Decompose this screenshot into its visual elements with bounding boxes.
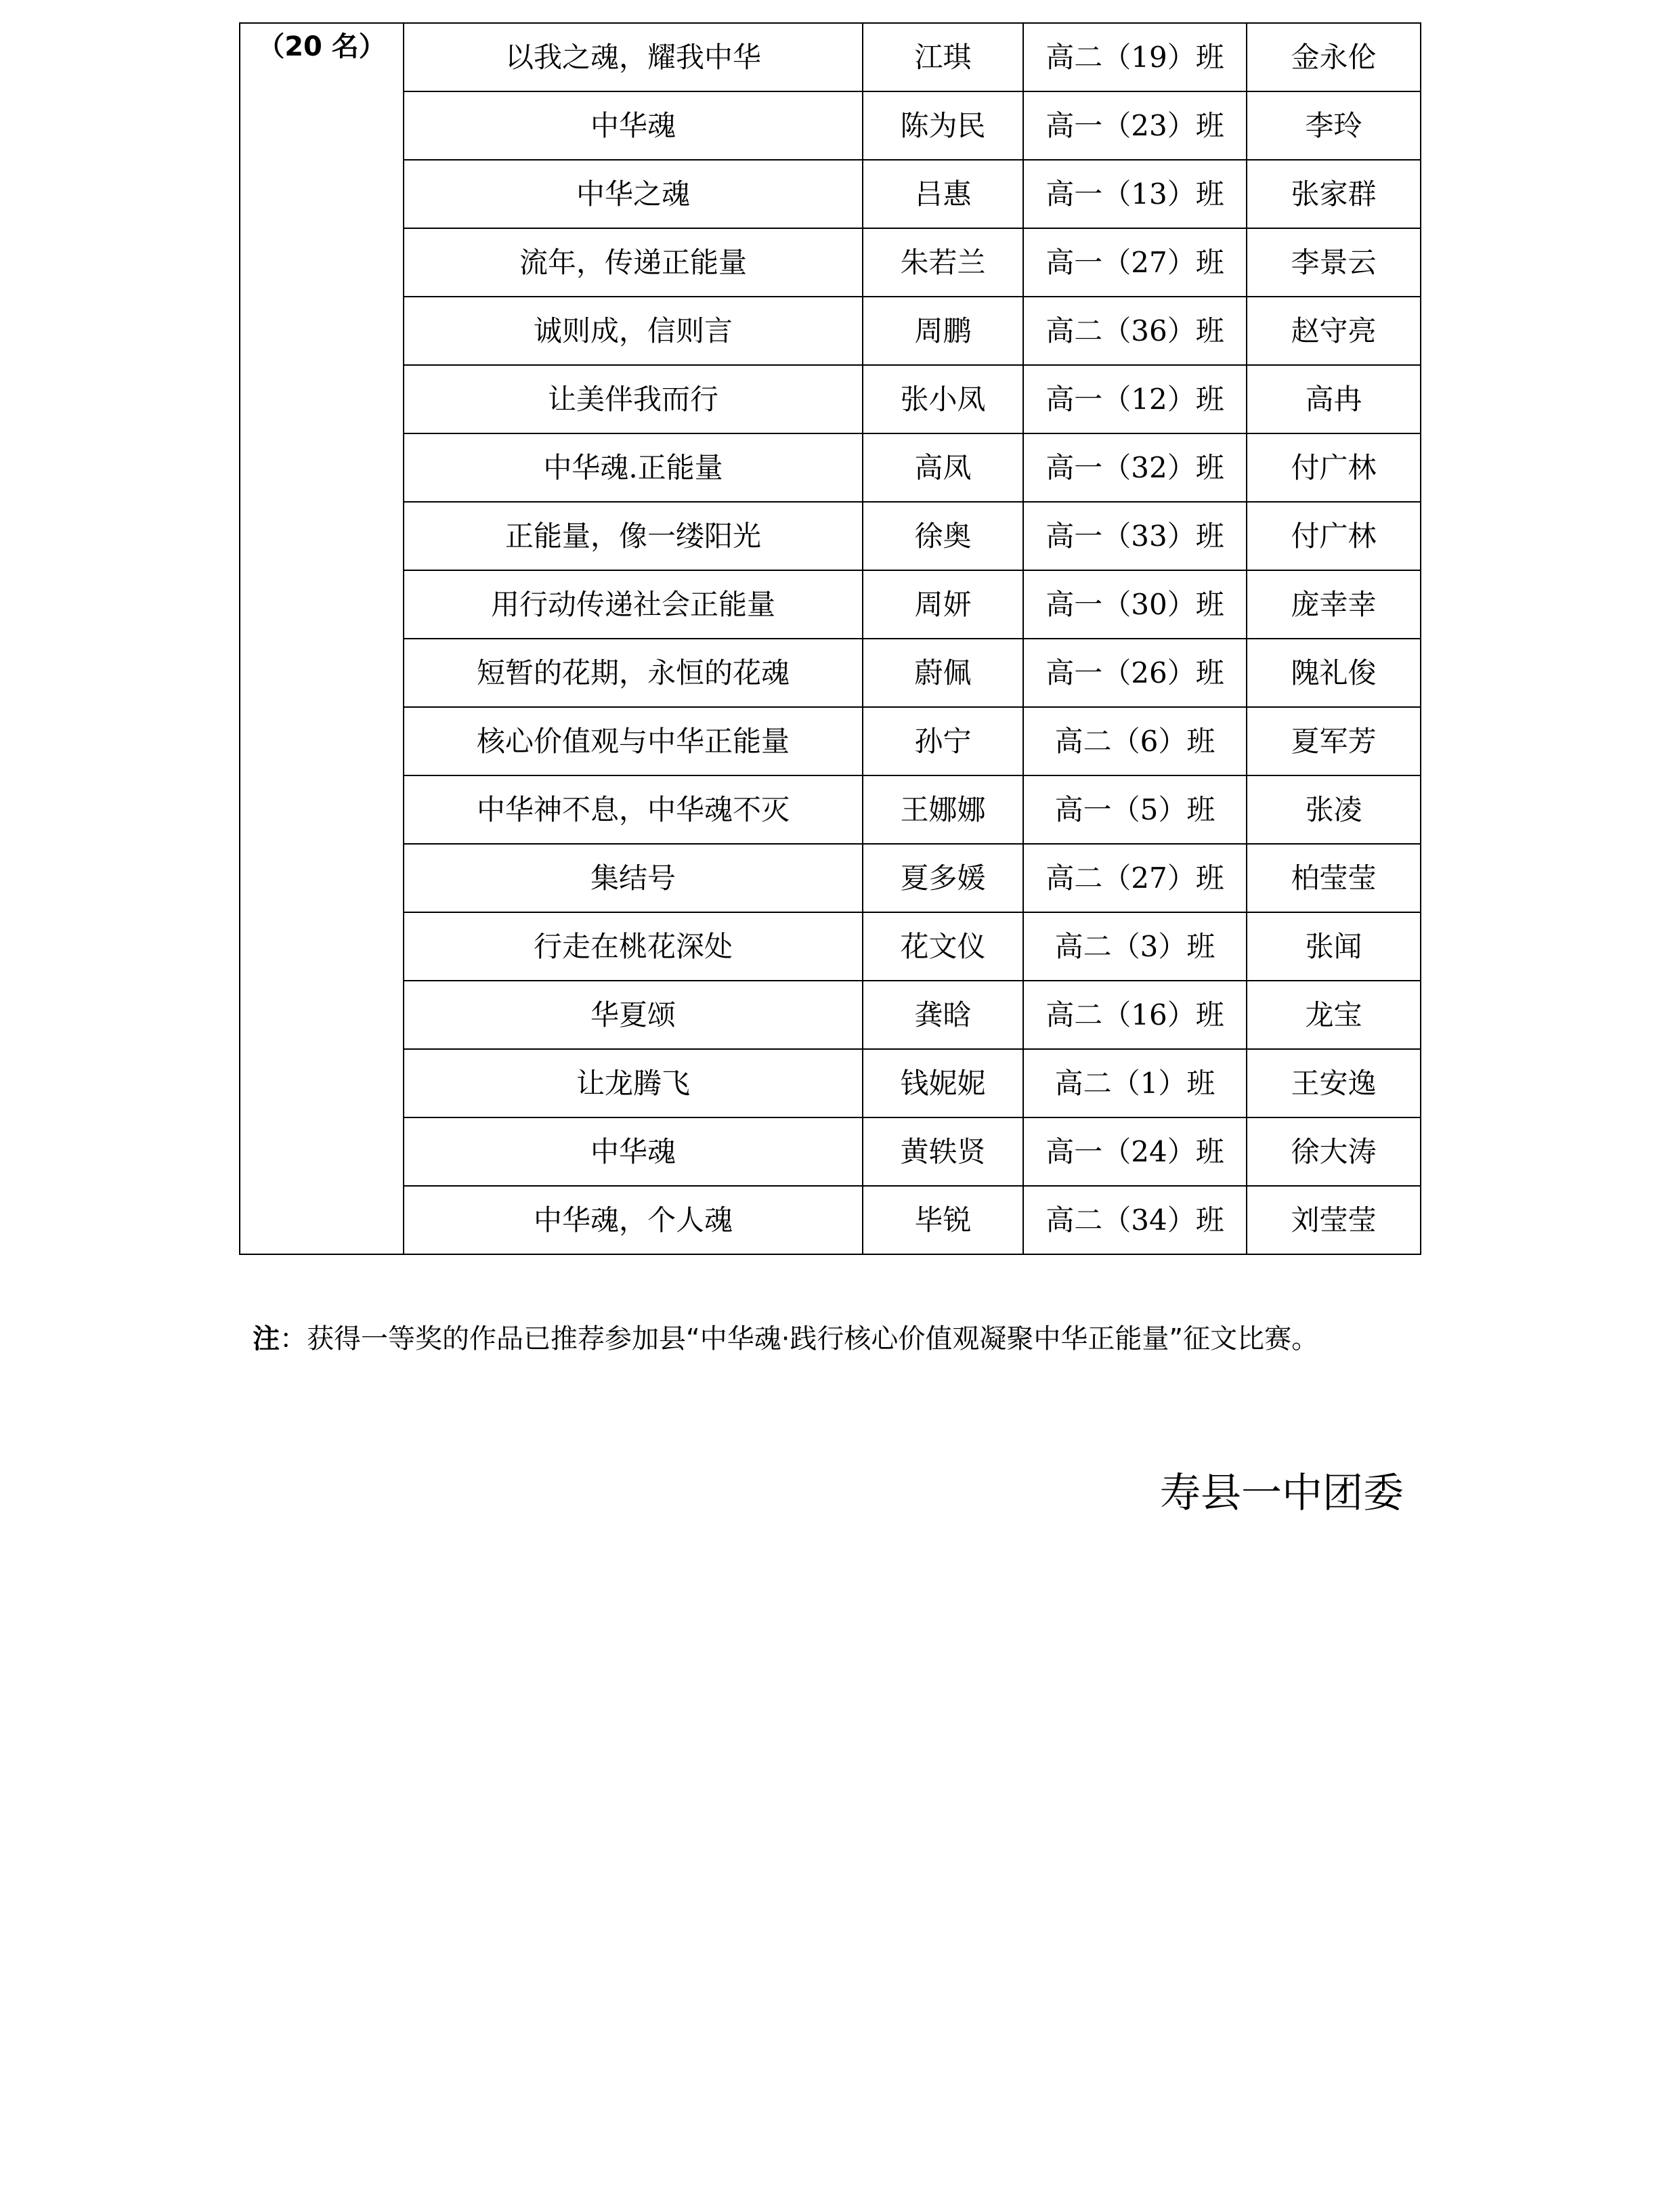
author-cell: 周妍 <box>863 570 1023 639</box>
class-cell: 高二（3）班 <box>1023 912 1247 981</box>
footnote-label: 注 <box>253 1323 280 1355</box>
table-row <box>240 502 1421 570</box>
title-cell: 短暂的花期，永恒的花魂 <box>404 639 863 707</box>
teacher-cell: 张家群 <box>1247 160 1421 228</box>
teacher-cell: 庞幸幸 <box>1247 570 1421 639</box>
title-cell: 中华神不息，中华魂不灭 <box>404 775 863 844</box>
author-cell: 朱若兰 <box>863 228 1023 297</box>
class-cell: 高一（24）班 <box>1023 1117 1247 1186</box>
class-cell: 高一（5）班 <box>1023 775 1247 844</box>
table-row <box>240 707 1421 775</box>
author-cell: 江琪 <box>863 23 1023 91</box>
table-row <box>240 912 1421 981</box>
footnote-text: 获得一等奖的作品已推荐参加县“中华魂·践行核心价值观凝聚中华正能量”征文比赛。 <box>307 1323 1319 1355</box>
class-cell: 高一（13）班 <box>1023 160 1247 228</box>
table-row <box>240 365 1421 433</box>
teacher-cell: 张闻 <box>1247 912 1421 981</box>
table-row <box>240 1186 1421 1254</box>
teacher-cell: 李玲 <box>1247 91 1421 160</box>
table-row <box>240 297 1421 365</box>
table-row <box>240 23 1421 91</box>
class-cell: 高一（26）班 <box>1023 639 1247 707</box>
class-cell: 高二（16）班 <box>1023 981 1247 1049</box>
author-cell: 张小凤 <box>863 365 1023 433</box>
title-cell: 中华魂 <box>404 1117 863 1186</box>
title-cell: 诚则成，信则言 <box>404 297 863 365</box>
teacher-cell: 李景云 <box>1247 228 1421 297</box>
author-cell: 王娜娜 <box>863 775 1023 844</box>
class-cell: 高二（6）班 <box>1023 707 1247 775</box>
teacher-cell: 高冉 <box>1247 365 1421 433</box>
class-cell: 高二（27）班 <box>1023 844 1247 912</box>
teacher-cell: 柏莹莹 <box>1247 844 1421 912</box>
author-cell: 龚晗 <box>863 981 1023 1049</box>
author-cell: 吕惠 <box>863 160 1023 228</box>
table-row <box>240 433 1421 502</box>
author-cell: 周鹏 <box>863 297 1023 365</box>
author-cell: 黄轶贤 <box>863 1117 1023 1186</box>
teacher-cell: 王安逸 <box>1247 1049 1421 1117</box>
author-cell: 陈为民 <box>863 91 1023 160</box>
teacher-cell: 付广林 <box>1247 502 1421 570</box>
title-cell: 让龙腾飞 <box>404 1049 863 1117</box>
table-row <box>240 844 1421 912</box>
teacher-cell: 张凌 <box>1247 775 1421 844</box>
table-row <box>240 570 1421 639</box>
title-cell: 中华魂.正能量 <box>404 433 863 502</box>
title-cell: 行走在桃花深处 <box>404 912 863 981</box>
table-row <box>240 1117 1421 1186</box>
footnote-colon: ： <box>280 1323 307 1355</box>
class-cell: 高二（19）班 <box>1023 23 1247 91</box>
title-cell: 核心价值观与中华正能量 <box>404 707 863 775</box>
author-cell: 钱妮妮 <box>863 1049 1023 1117</box>
footnote <box>253 1317 1318 1356</box>
author-cell: 高凤 <box>863 433 1023 502</box>
award-table-body <box>240 23 1421 1254</box>
table-row <box>240 91 1421 160</box>
award-table <box>239 22 1421 1255</box>
author-cell: 蔚佩 <box>863 639 1023 707</box>
table-row <box>240 639 1421 707</box>
class-cell: 高二（36）班 <box>1023 297 1247 365</box>
teacher-cell: 赵守亮 <box>1247 297 1421 365</box>
class-cell: 高一（30）班 <box>1023 570 1247 639</box>
teacher-cell: 徐大涛 <box>1247 1117 1421 1186</box>
teacher-cell: 夏军芳 <box>1247 707 1421 775</box>
table-row <box>240 981 1421 1049</box>
table-row <box>240 1049 1421 1117</box>
title-cell: 集结号 <box>404 844 863 912</box>
title-cell: 用行动传递社会正能量 <box>404 570 863 639</box>
class-cell: 高一（23）班 <box>1023 91 1247 160</box>
teacher-cell: 付广林 <box>1247 433 1421 502</box>
table-row <box>240 228 1421 297</box>
title-cell: 以我之魂，耀我中华 <box>404 23 863 91</box>
title-cell: 中华之魂 <box>404 160 863 228</box>
teacher-cell: 隗礼俊 <box>1247 639 1421 707</box>
title-cell: 中华魂，个人魂 <box>404 1186 863 1254</box>
class-cell: 高一（33）班 <box>1023 502 1247 570</box>
table-row <box>240 160 1421 228</box>
title-cell: 华夏颂 <box>404 981 863 1049</box>
author-cell: 夏多媛 <box>863 844 1023 912</box>
class-cell: 高一（32）班 <box>1023 433 1247 502</box>
title-cell: 中华魂 <box>404 91 863 160</box>
title-cell: 让美伴我而行 <box>404 365 863 433</box>
title-cell: 正能量，像一缕阳光 <box>404 502 863 570</box>
class-cell: 高二（1）班 <box>1023 1049 1247 1117</box>
teacher-cell: 龙宝 <box>1247 981 1421 1049</box>
table-row <box>240 775 1421 844</box>
signature: 寿县一中团委 <box>1160 1470 1404 1517</box>
teacher-cell: 金永伦 <box>1247 23 1421 91</box>
teacher-cell: 刘莹莹 <box>1247 1186 1421 1254</box>
group-label-cell: （20 名） <box>240 23 404 1254</box>
class-cell: 高一（27）班 <box>1023 228 1247 297</box>
class-cell: 高二（34）班 <box>1023 1186 1247 1254</box>
author-cell: 毕锐 <box>863 1186 1023 1254</box>
author-cell: 花文仪 <box>863 912 1023 981</box>
author-cell: 徐奥 <box>863 502 1023 570</box>
class-cell: 高一（12）班 <box>1023 365 1247 433</box>
title-cell: 流年，传递正能量 <box>404 228 863 297</box>
author-cell: 孙宁 <box>863 707 1023 775</box>
